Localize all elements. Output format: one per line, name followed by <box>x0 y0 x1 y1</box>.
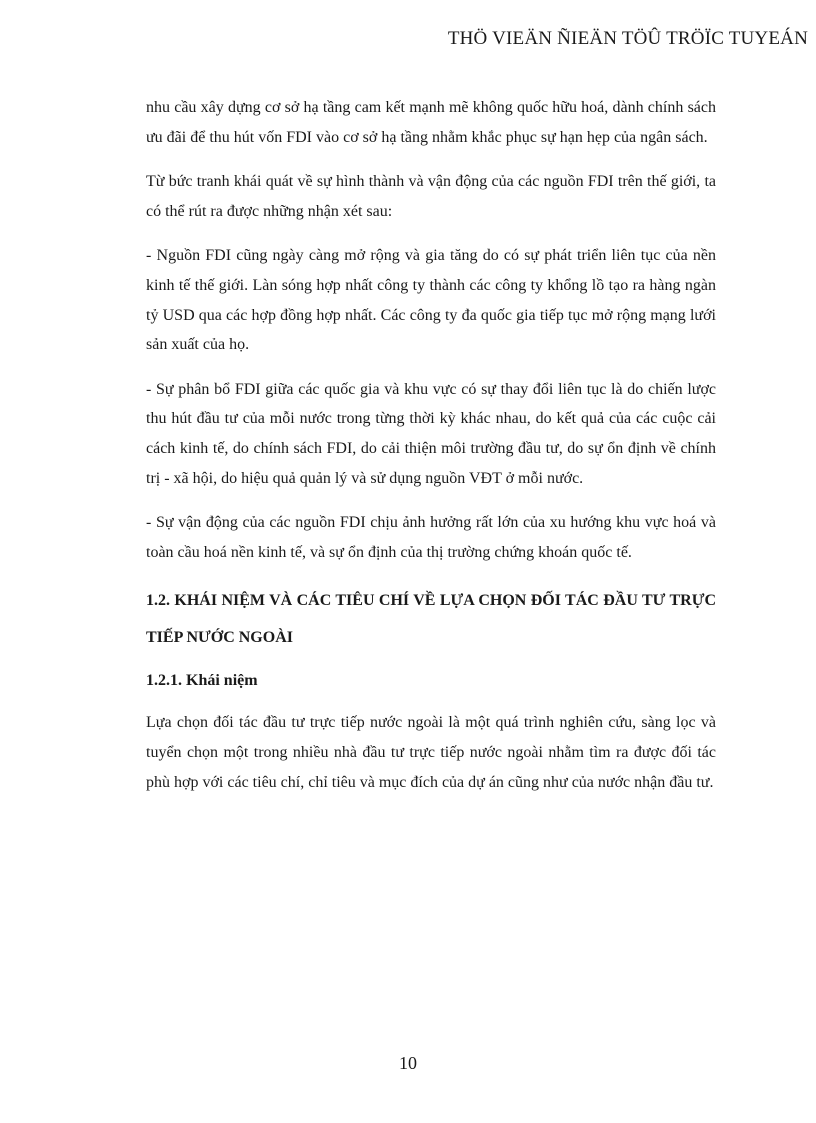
bullet-fdi-growth: - Nguồn FDI cũng ngày càng mở rộng và gia tăng do có sự phát triển liên tục của nền kinh tế thế giới. Làn sóng hợp nhất công ty thành các công ty khổng lồ tạo ra hàng ngàn tỷ USD qua các hợp đồng hợp nhất. Các công ty đa quốc gia tiếp tục mở rộng mạng lưới sản xuất của họ. <box>146 247 716 354</box>
page-number: 10 <box>399 1053 417 1073</box>
bullet-fdi-allocation: - Sự phân bổ FDI giữa các quốc gia và khu vực có sự thay đổi liên tục là do chiến lược thu hút đầu tư của mỗi nước trong từng thời kỳ khác nhau, do kết quả của các cuộc cải cách kinh tế, do chính sách FDI, do cải thiện môi trường đầu tư, do sự ổn định về chính trị - xã hội, do hiệu quả quản lý và sử dụng nguồn VĐT ở mỗi nước. <box>146 380 716 487</box>
paragraph-definition: Lựa chọn đối tác đầu tư trực tiếp nước ngoài là một quá trình nghiên cứu, sàng lọc và tuyển chọn một trong nhiều nhà đầu tư trực tiếp nước ngoài nhằm tìm ra được đối tác phù hợp với các tiêu chí, chỉ tiêu và mục đích của dự án cũng như của nước nhận đầu tư. <box>146 714 716 791</box>
paragraph-infrastructure-continuation: nhu cầu xây dựng cơ sở hạ tầng cam kết mạnh mẽ không quốc hữu hoá, dành chính sách ưu đãi để thu hút vốn FDI vào cơ sở hạ tầng nhằm khắc phục sự hạn hẹp của ngân sách. <box>146 99 716 146</box>
section-heading: 1.2. KHÁI NIỆM VÀ CÁC TIÊU CHÍ VỀ LỰA CHỌN ĐỐI TÁC ĐẦU TƯ TRỰC TIẾP NƯỚC NGOÀI <box>146 592 716 647</box>
subsection-heading: 1.2.1. Khái niệm <box>146 672 258 690</box>
page-body <box>146 93 716 812</box>
running-header: THÖ VIEÄN ÑIEÄN TÖÛ TRÖÏC TUYEÁN <box>447 28 808 49</box>
bullet-fdi-globalization: - Sự vận động của các nguồn FDI chịu ảnh hưởng rất lớn của xu hướng khu vực hoá và toàn cầu hoá nền kinh tế, và sự ổn định của thị trường chứng khoán quốc tế. <box>146 514 716 561</box>
paragraph-observations-intro: Từ bức tranh khái quát về sự hình thành và vận động của các nguồn FDI trên thế giới, ta có thể rút ra được những nhận xét sau: <box>146 173 716 220</box>
